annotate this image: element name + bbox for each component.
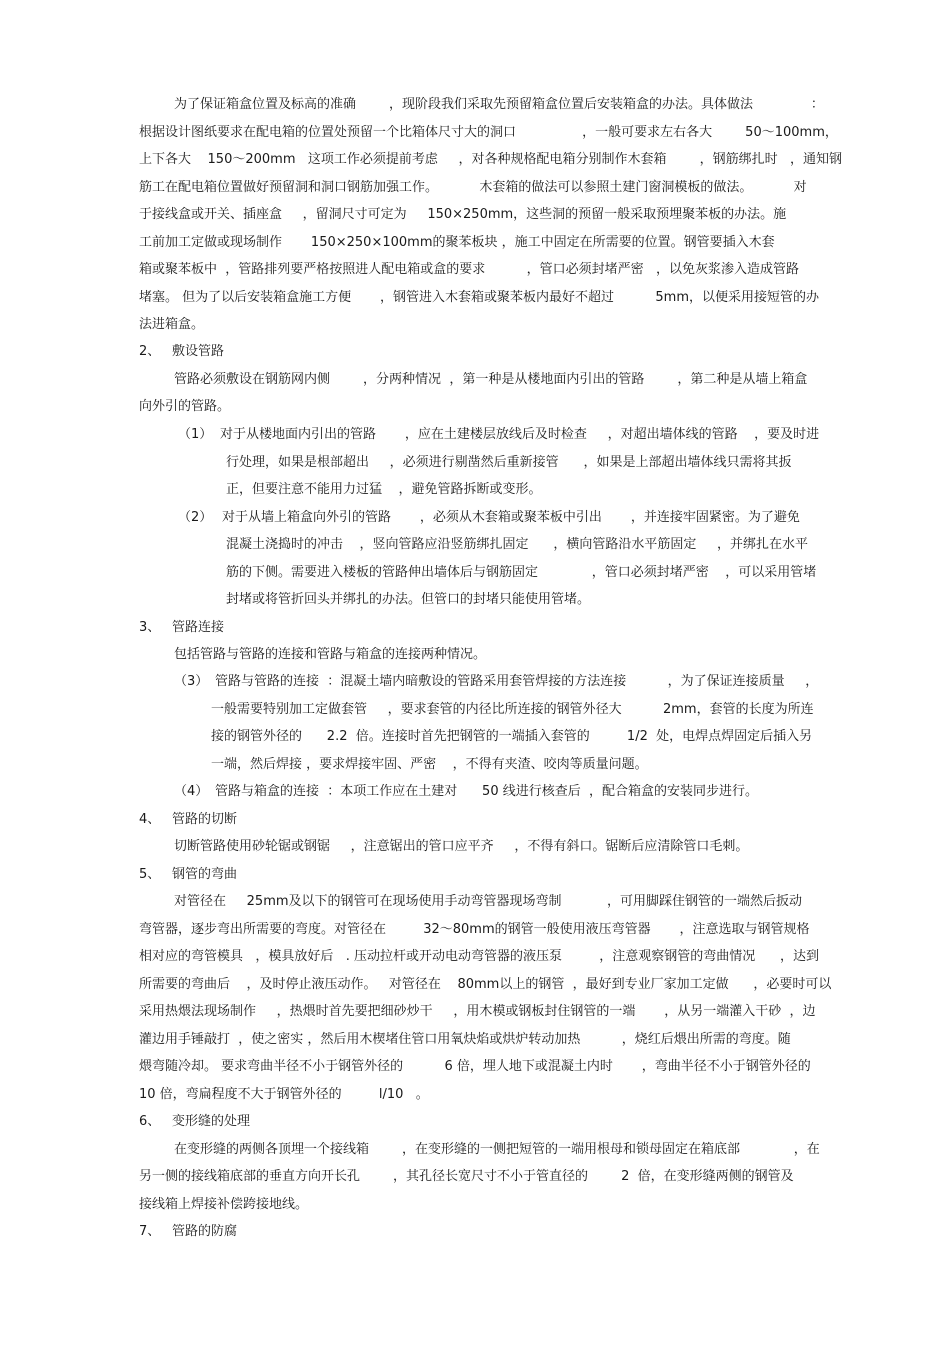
text-line: 正，但要注意不能用力过猛 ，避免管路拆断或变形。	[226, 482, 542, 497]
text-line: 上下各大 150～200mm 这项工作必须提前考虑 ，对各种规格配电箱分别制作木套箱 ，钢筋绑扎时 ，通知钢	[139, 152, 842, 167]
text-line: 根据设计图纸要求在配电箱的位置处预留一个比箱体尺寸大的洞口 ，一般可要求左右各大 50～100mm，	[139, 125, 838, 140]
text-line: 灌边用手锤敲打 ，使之密实 ，然后用木楔堵住管口用氧炔焰或烘炉转动加热 ，烧红后煨出所需的弯度。随	[139, 1032, 791, 1047]
section-number: 2、	[139, 344, 161, 359]
section-number: 4、	[139, 812, 161, 827]
list-item-number: （4）	[174, 784, 209, 799]
text-line: 管路与箱盒的连接 ：本项工作应在土建对 50 线进行核查后 ，配合箱盒的安装同步进行。	[215, 784, 758, 799]
section-title: 管路连接	[172, 620, 225, 635]
text-line: 堵塞。 但为了以后安装箱盒施工方便 ，钢管进入木套箱或聚苯板内最好不超过 5mm，以便采用接短管的办	[139, 290, 819, 305]
text-line: 接的钢管外径的 2.2 倍。连接时首先把钢管的一端插入套管的 1/2 处，电焊点焊固定后插入另	[211, 729, 813, 744]
text-line: 筋工在配电箱位置做好预留洞和洞口钢筋加强工作。 木套箱的做法可以参照土建门窗洞模板的做法。 对	[139, 180, 807, 195]
text-line: 10 倍，弯扁程度不大于钢管外径的 l/10 。	[139, 1087, 429, 1102]
section-title: 钢管的弯曲	[172, 867, 238, 882]
text-line: 于接线盒或开关、插座盒 ，留洞尺寸可定为 150×250mm，这些洞的预留一般采取预埋聚苯板的办法。施	[139, 207, 787, 222]
text-line: 对管径在 25mm及以下的钢管可在现场使用手动弯管器现场弯制 ，可用脚踩住钢管的一端然后扳动	[174, 894, 802, 909]
list-item-number: （3）	[174, 674, 209, 689]
text-line: 对于从楼地面内引出的管路 ，应在土建楼层放线后及时检查 ，对超出墙体线的管路 ，要及时进	[220, 427, 820, 442]
text-line: 工前加工定做或现场制作 150×250×100mm的聚苯板块 ，施工中固定在所需要的位置。钢管要插入木套	[139, 235, 775, 250]
text-line: 筋的下侧。需要进入楼板的管路伸出墙体后与钢筋固定 ，管口必须封堵严密 ，可以采用管堵	[226, 565, 817, 580]
section-number: 7、	[139, 1224, 161, 1239]
text-line: 接线箱上焊接补偿跨接地线。	[139, 1197, 309, 1212]
section-title: 管路的防腐	[172, 1224, 238, 1239]
text-line: 弯管器，逐步弯出所需要的弯度。对管径在 32～80mm的钢管一般使用液压弯管器 ，注意选取与钢管规格	[139, 922, 810, 937]
section-title: 管路的切断	[172, 812, 238, 827]
text-line: 混凝土浇捣时的冲击 ，竖向管路应沿竖筋绑扎固定 ，横向管路沿水平筋固定 ，并绑扎在水平	[226, 537, 808, 552]
text-line: 另一侧的接线箱底部的垂直方向开长孔 ，其孔径长宽尺寸不小于管直径的 2 倍，在变形缝两侧的钢管及	[139, 1169, 794, 1184]
section-title: 变形缝的处理	[172, 1114, 251, 1129]
text-line: 在变形缝的两侧各顶埋一个接线箱 ，在变形缝的一侧把短管的一端用根母和锁母固定在箱底部 ，在	[174, 1142, 820, 1157]
text-line: 管路必须敷设在钢筋网内侧 ，分两种情况 ，第一种是从楼地面内引出的管路 ，第二种是从墙上箱盒	[174, 372, 808, 387]
text-line: 切断管路使用砂轮锯或钢锯 ，注意锯出的管口应平齐 ，不得有斜口。锯断后应清除管口毛刺。	[174, 839, 749, 854]
text-line: 行处理，如果是根部超出 ，必须进行剔凿然后重新接管 ，如果是上部超出墙体线只需将其扳	[226, 455, 792, 470]
list-item-number: （1）	[178, 427, 213, 442]
section-number: 6、	[139, 1114, 161, 1129]
text-line: 为了保证箱盒位置及标高的准确 ，现阶段我们采取先预留箱盒位置后安装箱盒的办法。具体做法 ：	[174, 97, 824, 112]
section-title: 敷设管路	[172, 344, 225, 359]
text-line: 相对应的弯管模具 ，模具放好后 . 压动拉杆或开动电动弯管器的液压泵 ，注意观察钢管的弯曲情况 ，达到	[139, 949, 820, 964]
text-line: 对于从墙上箱盒向外引的管路 ，必须从木套箱或聚苯板中引出 ，并连接牢固紧密。为了避免	[222, 510, 800, 525]
text-line: 煨弯随冷却。 要求弯曲半径不小于钢管外径的 6 倍，埋人地下或混凝土内时 ，弯曲半径不小于钢管外径的	[139, 1059, 811, 1074]
text-line: 箱或聚苯板中 ，管路排列要严格按照进人配电箱或盒的要求 ，管口必须封堵严密 ，以免灰浆渗入造成管路	[139, 262, 799, 277]
text-line: 封堵或将管折回头并绑扎的办法。但管口的封堵只能使用管堵。	[226, 592, 591, 607]
text-line: 法进箱盒。	[139, 317, 205, 332]
text-line: 采用热煨法现场制作 ，热煨时首先要把细砂炒干 ，用木模或钢板封住钢管的一端 ，从另一端灌入干砂 ，边	[139, 1004, 816, 1019]
text-line: 包括管路与管路的连接和管路与箱盒的连接两种情况。	[174, 647, 487, 662]
section-number: 3、	[139, 620, 161, 635]
text-line: 向外引的管路。	[139, 399, 231, 414]
section-number: 5、	[139, 867, 161, 882]
text-line: 所需要的弯曲后 ，及时停止液压动作。 对管径在 80mm以上的钢管 ，最好到专业厂家加工定做 ，必要时可以	[139, 977, 832, 992]
text-line: 一般需要特别加工定做套管 ，要求套管的内径比所连接的钢管外径大 2mm，套管的长度为所连	[211, 702, 814, 717]
text-line: 管路与管路的连接 ：混凝土墙内暗敷设的管路采用套管焊接的方法连接 ，为了保证连接质量 ，	[215, 674, 819, 689]
text-line: 一端，然后焊接 ，要求焊接牢固、严密 ，不得有夹渣、咬肉等质量问题。	[211, 757, 648, 772]
list-item-number: （2）	[178, 510, 213, 525]
